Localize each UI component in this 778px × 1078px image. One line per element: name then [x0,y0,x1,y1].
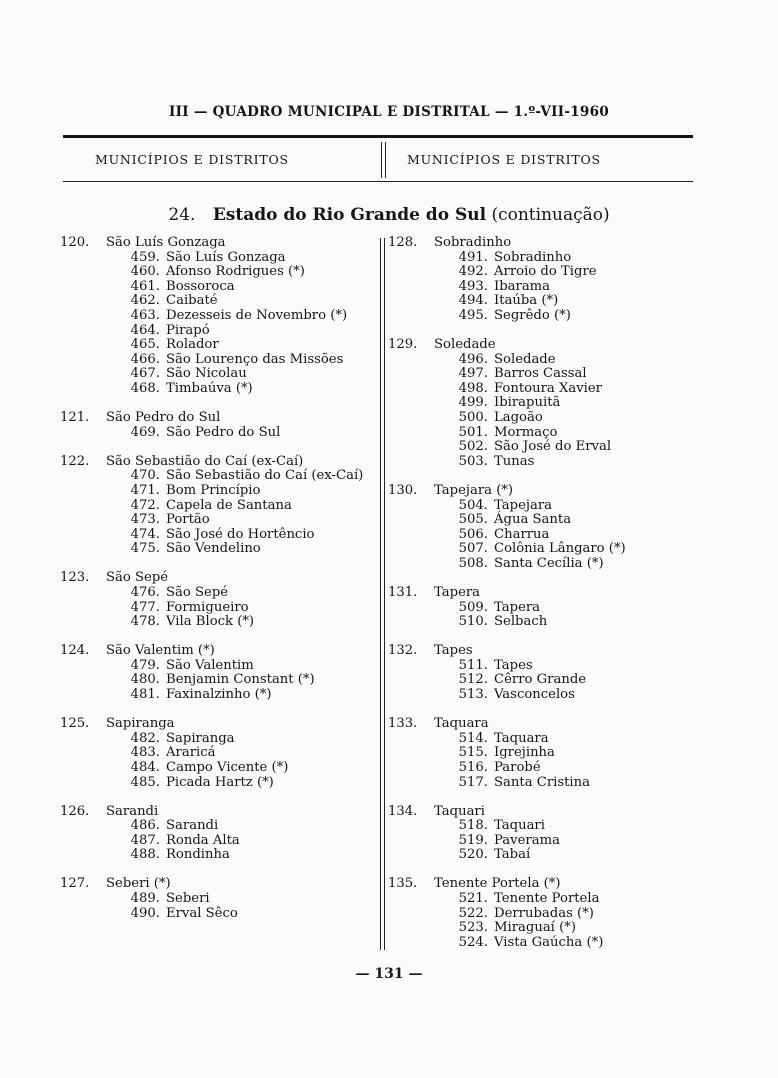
municipality-name: Soledade [434,337,496,353]
municipality-block [388,717,688,790]
district-name: São José do Erval [494,439,612,455]
district-number: 461. [130,278,160,294]
municipality-line [388,586,688,601]
district-number: 516. [458,759,488,775]
municipality-line [388,877,688,892]
municipality-number: 129. [388,337,418,353]
header-rule-thick [63,135,693,138]
municipality-name: Sapiranga [106,716,175,732]
district-number: 522. [458,905,488,921]
district-number: 495. [458,307,488,323]
municipality-number: 122. [60,453,90,469]
district-name: Dezesseis de Novembro (*) [166,307,348,323]
district-number: 505. [458,512,488,528]
district-line [60,892,375,907]
district-line [60,542,375,557]
district-name: Tapera [494,599,541,615]
district-name: Charrua [494,526,550,542]
district-name: Tabaí [494,847,531,863]
district-name: Sobradinho [494,249,572,265]
district-number: 500. [458,410,488,426]
district-line [60,615,375,630]
municipality-line [388,644,688,659]
district-line [388,353,688,368]
municipality-block [388,338,688,469]
municipality-line [60,411,375,426]
district-line [388,746,688,761]
district-line [388,921,688,936]
district-name: Santa Cristina [494,774,590,790]
district-line [388,426,688,441]
district-name: Sapiranga [166,730,235,746]
district-line [388,542,688,557]
district-line [388,732,688,747]
district-line [60,353,375,368]
district-name: Ibirapuitã [494,395,561,411]
district-name: Erval Sêco [166,905,238,921]
district-line [60,528,375,543]
district-name: São Luís Gonzaga [166,249,286,265]
municipality-line [60,455,375,470]
municipality-number: 125. [60,716,90,732]
district-line [388,455,688,470]
district-number: 507. [458,541,488,557]
municipality-block [60,644,375,702]
district-number: 482. [130,730,160,746]
district-number: 474. [130,526,160,542]
district-number: 490. [130,905,160,921]
district-line [388,294,688,309]
district-line [388,907,688,922]
municipality-block [388,236,688,324]
district-line [60,732,375,747]
state-suffix: (continuação) [491,205,610,225]
municipality-number: 132. [388,643,418,659]
municipality-block [60,877,375,921]
district-number: 477. [130,599,160,615]
district-line [60,294,375,309]
district-name: Faxinalzinho (*) [166,687,272,703]
district-name: Miraguaí (*) [494,920,576,936]
municipality-name: São Sepé [106,570,169,586]
district-name: São Pedro do Sul [166,424,281,440]
municipality-number: 130. [388,482,418,498]
district-name: Parobé [494,759,541,775]
district-name: Paverama [494,832,560,848]
municipality-block [60,571,375,629]
district-number: 503. [458,453,488,469]
district-name: São Vendelino [166,541,261,557]
district-number: 518. [458,818,488,834]
district-number: 512. [458,672,488,688]
district-name: Tunas [494,453,535,469]
municipality-name: São Valentim (*) [106,643,215,659]
district-name: Ibarama [494,278,551,294]
district-number: 480. [130,672,160,688]
district-number: 488. [130,847,160,863]
district-number: 460. [130,264,160,280]
district-name: Barros Cassal [494,366,587,382]
district-number: 475. [130,541,160,557]
municipality-name: São Pedro do Sul [106,410,221,426]
district-name: Sarandi [166,818,219,834]
municipality-line [388,236,688,251]
district-line [388,382,688,397]
municipality-line [388,338,688,353]
district-line [60,265,375,280]
district-number: 501. [458,424,488,440]
district-name: Lagoão [494,410,543,426]
district-line [388,367,688,382]
district-name: Itaúba (*) [494,293,559,309]
municipality-number: 128. [388,235,418,250]
district-number: 502. [458,439,488,455]
district-line [388,848,688,863]
municipality-line [388,805,688,820]
district-name: Taquari [494,818,545,834]
district-name: Portão [166,512,210,528]
district-name: Vista Gaúcha (*) [494,934,604,950]
district-line [60,367,375,382]
district-name: São Sebastião do Caí (ex-Caí) [166,468,364,484]
header-column-divider [381,142,386,178]
district-name: Colônia Lângaro (*) [494,541,626,557]
district-number: 462. [130,293,160,309]
district-line [388,499,688,514]
district-number: 494. [458,293,488,309]
district-name: Santa Cecília (*) [494,555,604,571]
municipality-name: Taquari [434,803,485,819]
municipality-line [60,805,375,820]
district-number: 496. [458,351,488,367]
district-line [60,280,375,295]
district-name: Segrêdo (*) [494,307,571,323]
district-number: 504. [458,497,488,513]
district-number: 489. [130,891,160,907]
district-number: 508. [458,555,488,571]
municipality-name: Tapejara (*) [434,482,514,498]
district-number: 483. [130,745,160,761]
district-number: 491. [458,249,488,265]
municipality-line [60,236,375,251]
district-name: Araricá [166,745,216,761]
municipality-line [60,644,375,659]
district-number: 472. [130,497,160,513]
district-name: Bossoroca [166,278,235,294]
municipality-block [388,644,688,702]
district-number: 515. [458,745,488,761]
municipality-number: 127. [60,876,90,892]
district-name: Campo Vicente (*) [166,759,289,775]
district-line [60,251,375,266]
district-name: Fontoura Xavier [494,380,602,396]
municipality-block [60,455,375,557]
district-line [388,776,688,791]
district-line [60,848,375,863]
district-line [60,673,375,688]
district-number: 465. [130,337,160,353]
municipality-line [60,717,375,732]
district-line [388,673,688,688]
district-line [60,586,375,601]
district-number: 464. [130,322,160,338]
district-line [388,834,688,849]
municipality-number: 120. [60,235,90,250]
district-number: 470. [130,468,160,484]
district-number: 476. [130,584,160,600]
district-line [60,513,375,528]
district-line [388,688,688,703]
district-line [60,484,375,499]
municipality-name: Tapera [434,584,481,600]
district-name: Vasconcelos [494,687,575,703]
district-name: São Sepé [166,584,229,600]
district-line [60,688,375,703]
header-rule-thin [63,181,693,182]
district-line [388,411,688,426]
district-line [388,309,688,324]
district-number: 509. [458,599,488,615]
district-line [388,761,688,776]
district-number: 521. [458,891,488,907]
district-number: 467. [130,366,160,382]
district-number: 519. [458,832,488,848]
district-line [388,819,688,834]
district-number: 506. [458,526,488,542]
municipality-name: Tenente Portela (*) [434,876,561,892]
district-number: 513. [458,687,488,703]
municipality-line [60,877,375,892]
municipality-block [388,586,688,630]
district-name: Picada Hartz (*) [166,774,274,790]
district-number: 479. [130,657,160,673]
municipality-name: Tapes [434,643,473,659]
district-line [60,499,375,514]
district-line [60,309,375,324]
district-number: 517. [458,774,488,790]
district-line [388,557,688,572]
district-name: Derrubadas (*) [494,905,594,921]
municipality-number: 121. [60,410,90,426]
district-number: 520. [458,847,488,863]
district-line [60,324,375,339]
district-name: Taquara [494,730,549,746]
district-number: 468. [130,380,160,396]
district-number: 492. [458,264,488,280]
state-number: 24. [168,205,196,225]
district-number: 487. [130,832,160,848]
district-line [60,382,375,397]
page-number: — 131 — [355,966,423,982]
district-line [60,426,375,441]
district-name: Soledade [494,351,556,367]
municipality-name: Sobradinho [434,235,512,250]
district-line [60,834,375,849]
district-line [388,659,688,674]
district-name: São Lourenço das Missões [166,351,344,367]
district-name: Água Santa [494,512,572,528]
district-line [60,907,375,922]
district-name: Tapejara [494,497,552,513]
district-name: São Valentim [166,657,254,673]
district-number: 510. [458,614,488,630]
municipality-number: 133. [388,716,418,732]
district-name: Cêrro Grande [494,672,587,688]
district-name: Caibaté [166,293,218,309]
district-number: 523. [458,920,488,936]
district-line [388,892,688,907]
municipality-name: Taquara [434,716,489,732]
district-line [60,761,375,776]
district-name: Benjamin Constant (*) [166,672,315,688]
left-column [60,236,375,936]
district-name: Selbach [494,614,548,630]
district-number: 524. [458,934,488,950]
district-line [388,513,688,528]
district-number: 478. [130,614,160,630]
district-line [388,280,688,295]
municipality-block [60,717,375,790]
district-line [60,819,375,834]
district-line [388,396,688,411]
district-line [388,440,688,455]
district-name: São Nicolau [166,366,247,382]
district-line [60,659,375,674]
municipality-block [388,484,688,572]
municipality-number: 135. [388,876,418,892]
district-number: 498. [458,380,488,396]
state-name: Estado do Rio Grande do Sul [212,205,487,225]
district-name: Tapes [494,657,533,673]
district-number: 469. [130,424,160,440]
district-line [60,776,375,791]
district-line [388,528,688,543]
district-number: 497. [458,366,488,382]
municipality-number: 131. [388,584,418,600]
municipality-name: São Sebastião do Caí (ex-Caí) [106,453,304,469]
district-name: Afonso Rodrigues (*) [166,264,305,280]
municipality-line [60,571,375,586]
district-name: Capela de Santana [166,497,292,513]
district-name: São José do Hortêncio [166,526,315,542]
district-number: 473. [130,512,160,528]
municipality-number: 124. [60,643,90,659]
municipality-number: 126. [60,803,90,819]
municipality-line [388,484,688,499]
district-number: 459. [130,249,160,265]
district-name: Ronda Alta [166,832,240,848]
municipality-block [60,236,375,397]
district-name: Arroio do Tigre [494,264,597,280]
state-title [0,205,778,225]
district-number: 514. [458,730,488,746]
municipality-line [388,717,688,732]
district-line [60,601,375,616]
district-line [388,601,688,616]
municipality-number: 123. [60,570,90,586]
district-name: Igrejinha [494,745,555,761]
district-line [388,615,688,630]
right-column [388,236,688,965]
municipality-block [60,411,375,440]
district-name: Vila Block (*) [166,614,255,630]
district-name: Formigueiro [166,599,249,615]
district-number: 511. [458,657,488,673]
district-number: 493. [458,278,488,294]
district-name: Timbaúva (*) [166,380,253,396]
municipality-name: Sarandi [106,803,159,819]
municipality-block [60,805,375,863]
district-number: 466. [130,351,160,367]
column-divider [380,238,385,950]
district-name: Bom Princípio [166,482,261,498]
district-name: Mormaço [494,424,558,440]
district-number: 481. [130,687,160,703]
district-number: 485. [130,774,160,790]
district-line [388,265,688,280]
page-header-title: III — QUADRO MUNICIPAL E DISTRITAL — 1.º-VII-1960 [168,104,610,120]
district-line [60,746,375,761]
district-number: 499. [458,395,488,411]
district-line [388,251,688,266]
district-line [60,469,375,484]
district-name: Rondinha [166,847,230,863]
district-name: Tenente Portela [494,891,600,907]
municipality-name: Seberi (*) [106,876,171,892]
municipality-number: 134. [388,803,418,819]
district-name: Pirapó [166,322,210,338]
municipality-block [388,805,688,863]
district-number: 484. [130,759,160,775]
column-heading-right: MUNICÍPIOS E DISTRITOS [407,152,601,167]
district-number: 486. [130,818,160,834]
district-name: Seberi [166,891,210,907]
district-number: 471. [130,482,160,498]
district-line [388,936,688,951]
district-line [60,338,375,353]
district-name: Rolador [166,337,219,353]
district-number: 463. [130,307,160,323]
municipality-block [388,877,688,950]
municipality-name: São Luís Gonzaga [106,235,226,250]
column-heading-left: MUNICÍPIOS E DISTRITOS [95,152,289,167]
